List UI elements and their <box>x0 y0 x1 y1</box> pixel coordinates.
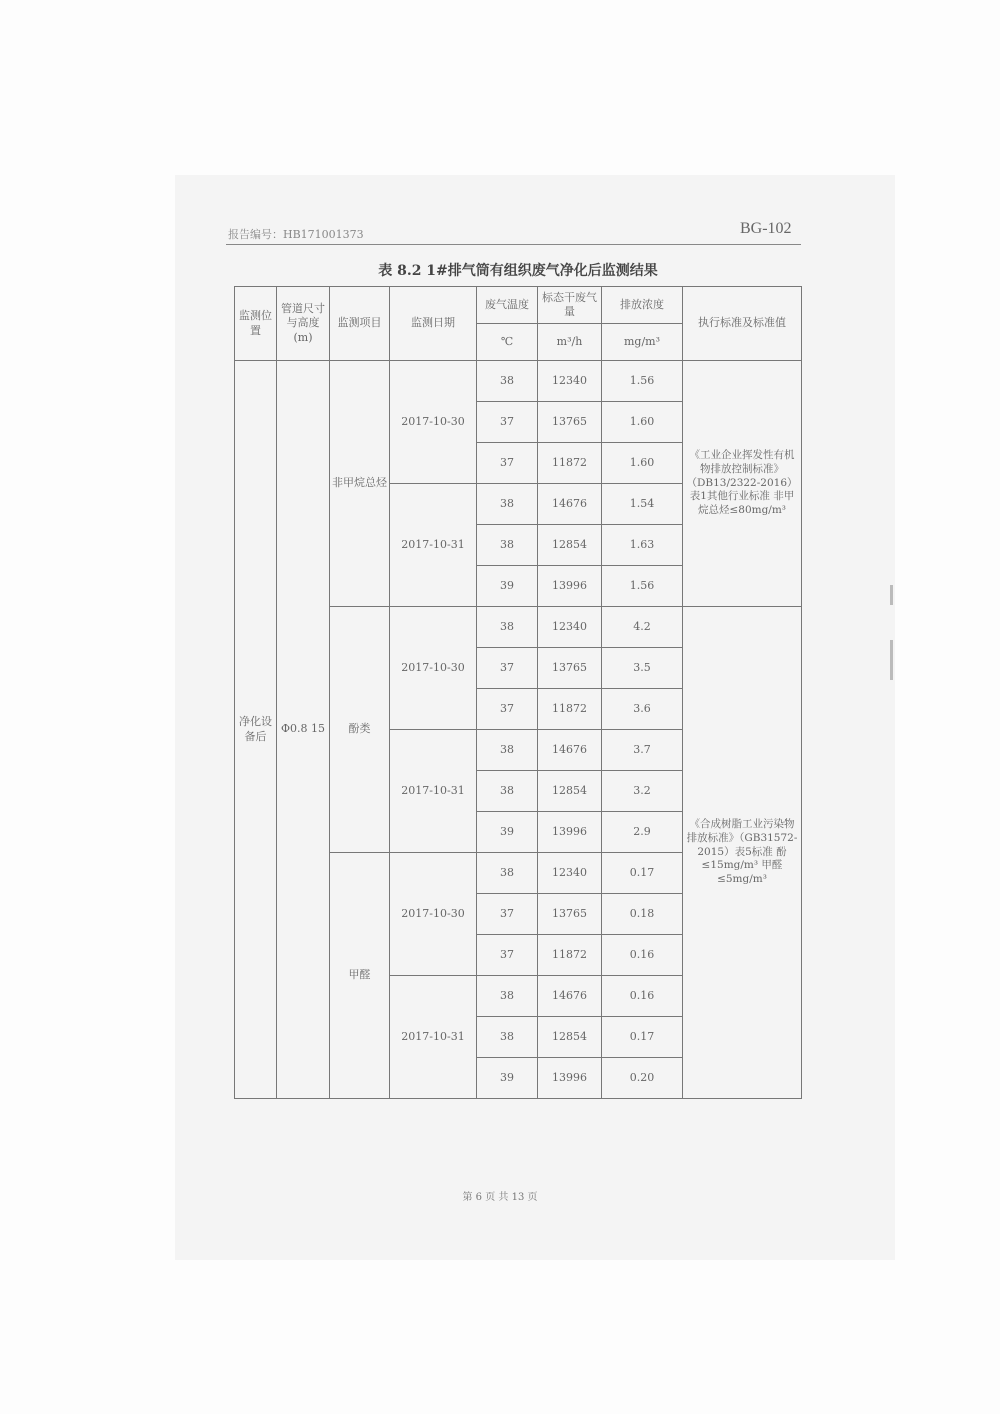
flow-cell: 12340 <box>538 361 602 402</box>
flow-cell: 14676 <box>538 976 602 1017</box>
flow-cell: 12854 <box>538 771 602 812</box>
conc-cell: 3.6 <box>602 689 683 730</box>
conc-cell: 3.2 <box>602 771 683 812</box>
unit-flow: m³/h <box>538 324 602 361</box>
item-cell: 非甲烷总烃 <box>330 361 390 607</box>
flow-cell: 13996 <box>538 1058 602 1099</box>
conc-cell: 0.17 <box>602 853 683 894</box>
flow-cell: 11872 <box>538 935 602 976</box>
scan-edge-mark <box>890 585 893 605</box>
date-cell: 2017-10-31 <box>390 730 477 853</box>
col-header-pipe: 管道尺寸与高度(m) <box>277 287 330 361</box>
col-header-flow: 标态干废气量 <box>538 287 602 324</box>
conc-cell: 0.20 <box>602 1058 683 1099</box>
table-title: 表 8.2 1#排气筒有组织废气净化后监测结果 <box>378 263 658 279</box>
temp-cell: 37 <box>477 935 538 976</box>
flow-cell: 12854 <box>538 1017 602 1058</box>
temp-cell: 38 <box>477 484 538 525</box>
temp-cell: 37 <box>477 648 538 689</box>
flow-cell: 13996 <box>538 566 602 607</box>
conc-cell: 4.2 <box>602 607 683 648</box>
header-divider <box>226 244 801 245</box>
flow-cell: 12340 <box>538 853 602 894</box>
conc-cell: 0.17 <box>602 1017 683 1058</box>
flow-cell: 11872 <box>538 443 602 484</box>
page-footer: 第 6 页 共 13 页 <box>462 1192 538 1203</box>
temp-cell: 37 <box>477 402 538 443</box>
temp-cell: 37 <box>477 689 538 730</box>
temp-cell: 38 <box>477 976 538 1017</box>
date-cell: 2017-10-31 <box>390 484 477 607</box>
conc-cell: 3.7 <box>602 730 683 771</box>
unit-temp: ℃ <box>477 324 538 361</box>
pipe-cell: Φ0.8 15 <box>277 361 330 1099</box>
col-header-location: 监测位置 <box>235 287 277 361</box>
conc-cell: 0.16 <box>602 935 683 976</box>
flow-cell: 13765 <box>538 402 602 443</box>
conc-cell: 0.18 <box>602 894 683 935</box>
table-row <box>235 361 802 402</box>
conc-cell: 1.56 <box>602 361 683 402</box>
temp-cell: 37 <box>477 894 538 935</box>
conc-cell: 1.63 <box>602 525 683 566</box>
standard-cell: 《合成树脂工业污染物排放标准》（GB31572-2015）表5标准 酚≤15mg/m³ 甲醛≤5mg/m³ <box>683 607 802 1099</box>
item-cell: 酚类 <box>330 607 390 853</box>
flow-cell: 11872 <box>538 689 602 730</box>
temp-cell: 39 <box>477 812 538 853</box>
col-header-temp: 废气温度 <box>477 287 538 324</box>
col-header-conc: 排放浓度 <box>602 287 683 324</box>
date-cell: 2017-10-30 <box>390 607 477 730</box>
item-cell: 甲醛 <box>330 853 390 1099</box>
report-code: BG-102 <box>740 220 792 237</box>
conc-cell: 3.5 <box>602 648 683 689</box>
flow-cell: 13765 <box>538 894 602 935</box>
report-number: 报告编号：HB171001373 <box>228 228 364 241</box>
scan-edge-mark <box>890 640 893 680</box>
col-header-item: 监测项目 <box>330 287 390 361</box>
conc-cell: 1.60 <box>602 402 683 443</box>
flow-cell: 14676 <box>538 484 602 525</box>
temp-cell: 38 <box>477 607 538 648</box>
location-cell: 净化设备后 <box>235 361 277 1099</box>
unit-conc: mg/m³ <box>602 324 683 361</box>
monitoring-results-table <box>234 286 802 1099</box>
temp-cell: 38 <box>477 361 538 402</box>
flow-cell: 12854 <box>538 525 602 566</box>
temp-cell: 37 <box>477 443 538 484</box>
standard-cell: 《工业企业挥发性有机物排放控制标准》（DB13/2322-2016）表1其他行业标准 非甲烷总烃≤80mg/m³ <box>683 361 802 607</box>
flow-cell: 12340 <box>538 607 602 648</box>
flow-cell: 13765 <box>538 648 602 689</box>
temp-cell: 38 <box>477 853 538 894</box>
conc-cell: 1.56 <box>602 566 683 607</box>
temp-cell: 38 <box>477 730 538 771</box>
temp-cell: 38 <box>477 771 538 812</box>
temp-cell: 38 <box>477 525 538 566</box>
flow-cell: 14676 <box>538 730 602 771</box>
conc-cell: 1.60 <box>602 443 683 484</box>
temp-cell: 38 <box>477 1017 538 1058</box>
temp-cell: 39 <box>477 566 538 607</box>
conc-cell: 0.16 <box>602 976 683 1017</box>
temp-cell: 39 <box>477 1058 538 1099</box>
conc-cell: 1.54 <box>602 484 683 525</box>
date-cell: 2017-10-31 <box>390 976 477 1099</box>
col-header-date: 监测日期 <box>390 287 477 361</box>
conc-cell: 2.9 <box>602 812 683 853</box>
col-header-standard: 执行标准及标准值 <box>683 287 802 361</box>
date-cell: 2017-10-30 <box>390 361 477 484</box>
flow-cell: 13996 <box>538 812 602 853</box>
date-cell: 2017-10-30 <box>390 853 477 976</box>
